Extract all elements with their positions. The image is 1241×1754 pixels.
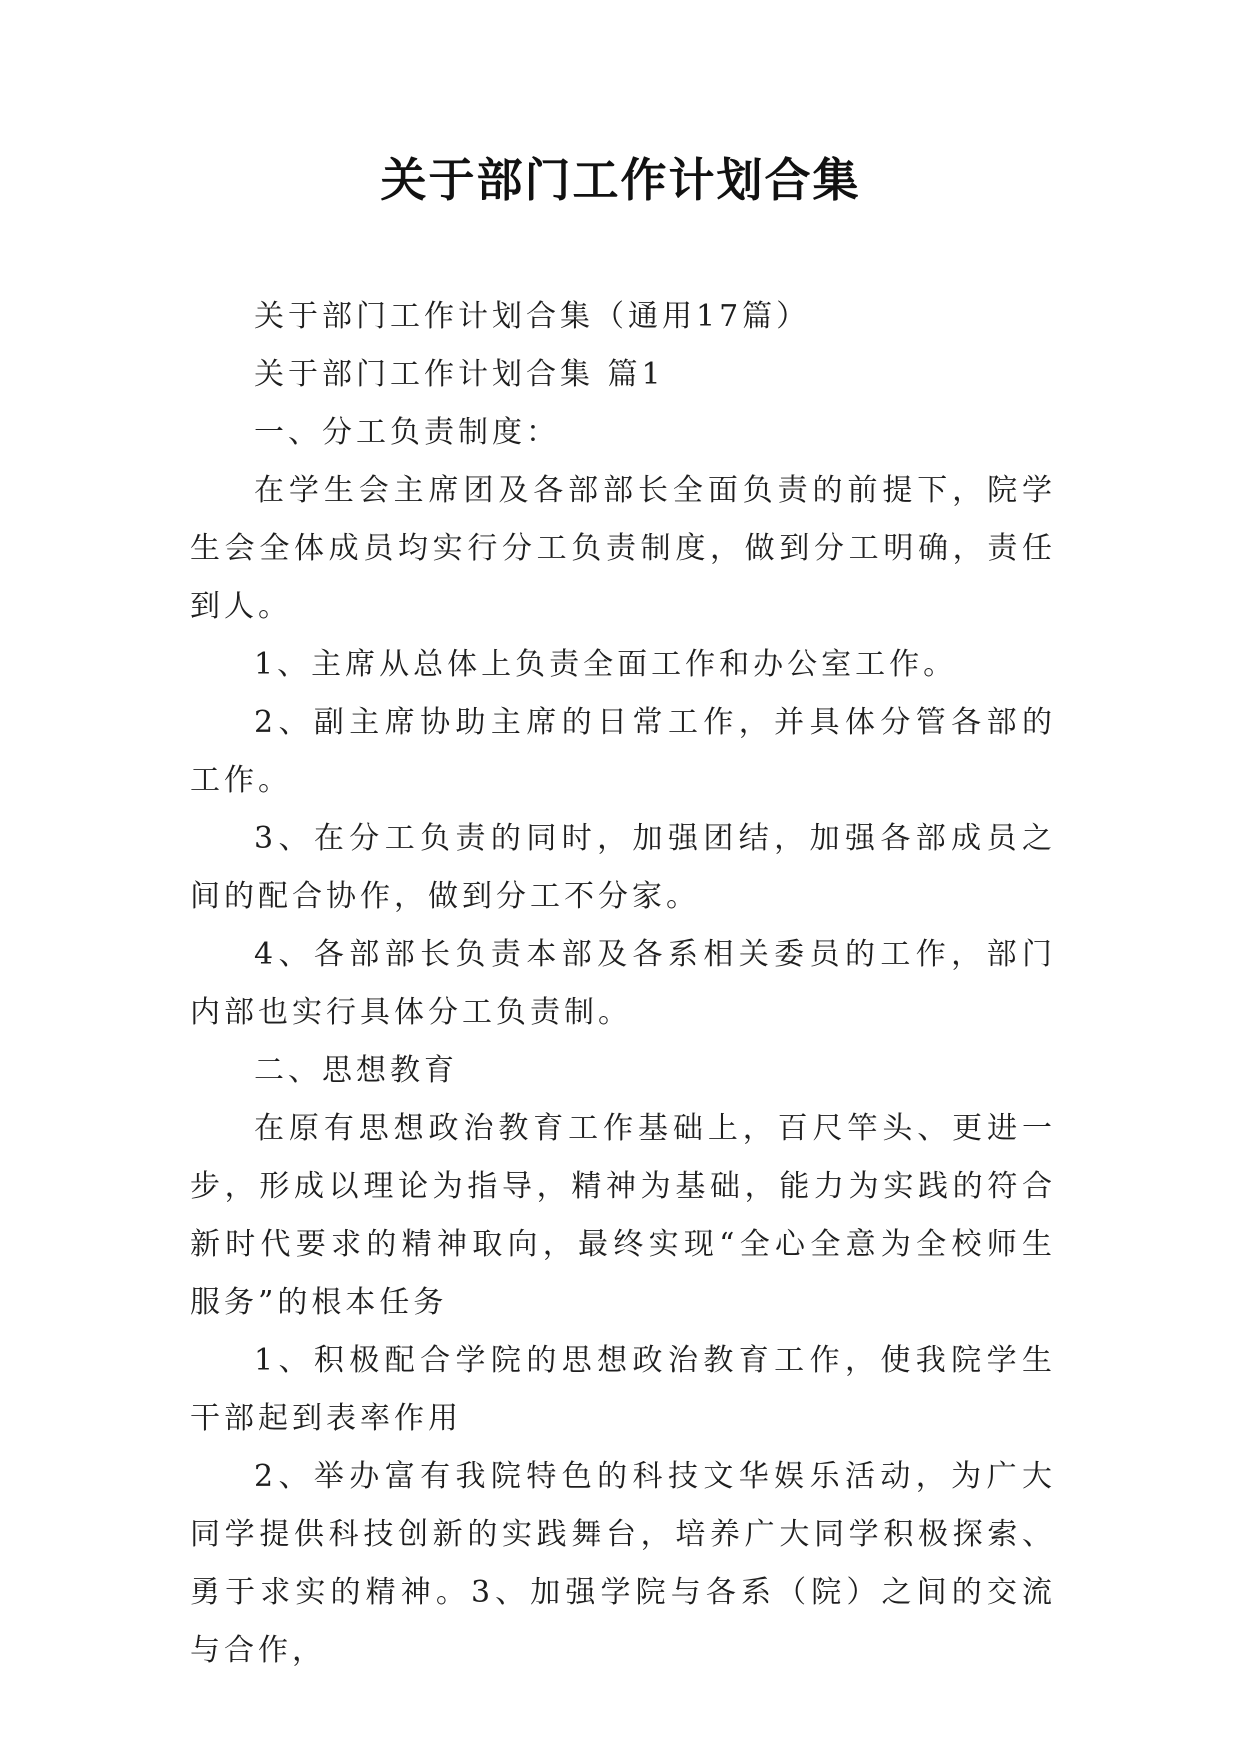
paragraph-section-heading: 关于部门工作计划合集 篇1 (254, 357, 665, 392)
paragraph-text: 在学生会主席团及各部部长全面负责的前提下，院学生会全体成员均实行分工负责制度，做到分工明确，责任到人。 (190, 473, 1056, 624)
paragraph-list-item: 2、举办富有我院特色的科技文华娱乐活动，为广大同学提供科技创新的实践舞台，培养广大同学积极探索、勇于求实的精神。3、加强学院与各系（院）之间的交流与合作， (190, 1459, 1056, 1668)
document-title: 关于部门工作计划合集 (380, 153, 861, 207)
paragraph-list-item: 3、在分工负责的同时，加强团结，加强各部成员之间的配合协作，做到分工不分家。 (190, 821, 1056, 914)
paragraph-list-item: 1、主席从总体上负责全面工作和办公室工作。 (254, 647, 958, 682)
paragraph-heading-education: 二、思想教育 (254, 1053, 458, 1088)
paragraph-list-item: 4、各部部长负责本部及各系相关委员的工作，部门内部也实行具体分工负责制。 (190, 937, 1056, 1030)
document-body (190, 288, 1056, 1680)
paragraph-list-item: 2、副主席协助主席的日常工作，并具体分管各部的工作。 (190, 705, 1056, 798)
paragraph-text: 在原有思想政治教育工作基础上，百尺竿头、更进一步，形成以理论为指导，精神为基础，能力为实践的符合新时代要求的精神取向，最终实现“全心全意为全校师生服务”的根本任务 (190, 1111, 1056, 1320)
paragraph-subtitle: 关于部门工作计划合集（通用17篇） (254, 299, 811, 334)
paragraph-heading-division: 一、分工负责制度： (254, 415, 560, 450)
paragraph-list-item: 1、积极配合学院的思想政治教育工作，使我院学生干部起到表率作用 (190, 1343, 1056, 1436)
